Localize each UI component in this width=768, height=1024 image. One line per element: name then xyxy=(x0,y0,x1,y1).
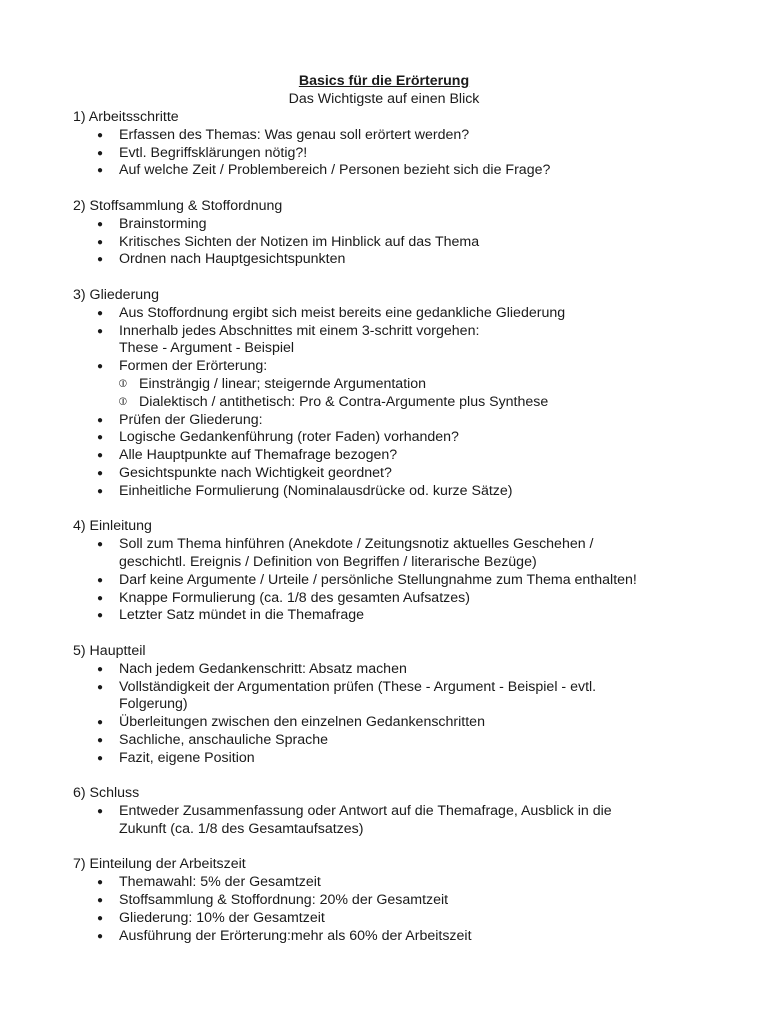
bullet-icon: ● xyxy=(97,539,104,551)
list-item: ● Prüfen der Gliederung: xyxy=(97,411,263,428)
bullet-list xyxy=(73,216,713,269)
bullet-icon: ● xyxy=(97,752,104,764)
section-hauptteil xyxy=(73,643,713,768)
list-item: ● Alle Hauptpunkte auf Themafrage bezogen? xyxy=(97,447,398,464)
list-item-continuation: geschichtl. Ereignis / Definition von Begriffen / literarische Bezüge) xyxy=(119,553,537,570)
list-item: ● Auf welche Zeit / Problembereich / Personen bezieht sich die Frage? xyxy=(97,162,551,179)
section-arbeitszeit xyxy=(73,856,713,945)
bullet-list xyxy=(73,661,713,768)
list-item: ● Überleitungen zwischen den einzelnen Gedankenschritten xyxy=(97,714,485,731)
sub-list-item: ⦶ Dialektisch / antithetisch: Pro & Contra-Argumente plus Synthese xyxy=(119,393,549,410)
bullet-list xyxy=(73,127,713,180)
list-item-continuation: Zukunft (ca. 1/8 des Gesamtaufsatzes) xyxy=(119,820,364,837)
bullet-icon: ● xyxy=(97,574,104,586)
list-item: ● Letzter Satz mündet in die Themafrage xyxy=(97,607,365,624)
bullet-icon: ● xyxy=(97,930,104,942)
list-item: ● Knappe Formulierung (ca. 1/8 des gesamten Aufsatzes) xyxy=(97,589,470,606)
list-item: ● Gliederung: 10% der Gesamtzeit xyxy=(97,909,325,926)
list-item: ● Brainstorming xyxy=(97,215,207,232)
bullet-list xyxy=(73,803,713,839)
circled-bar-icon: ⦶ xyxy=(119,395,127,408)
document-header xyxy=(0,73,768,109)
bullet-icon: ● xyxy=(97,129,104,141)
list-item: ● Stoffsammlung & Stoffordnung: 20% der Gesamtzeit xyxy=(97,892,449,909)
list-item: ● Fazit, eigene Position xyxy=(97,749,255,766)
list-item: ● Aus Stoffordnung ergibt sich meist bereits eine gedankliche Gliederung xyxy=(97,304,566,321)
section-schluss xyxy=(73,785,713,838)
section-einleitung xyxy=(73,518,713,625)
circled-bar-icon: ⦶ xyxy=(119,377,127,390)
section-heading: 2) Stoffsammlung & Stoffordnung xyxy=(73,197,283,214)
list-item: ● Evtl. Begriffsklärungen nötig?! xyxy=(97,144,308,161)
bullet-icon: ● xyxy=(97,361,104,373)
bullet-icon: ● xyxy=(97,432,104,444)
document-title: Basics für die Erörterung xyxy=(298,73,470,89)
bullet-icon: ● xyxy=(97,592,104,604)
list-item: ● Entweder Zusammenfassung oder Antwort auf die Themafrage, Ausblick in die Zukunft (ca. 1/8 des Gesamtaufsatzes) xyxy=(73,803,713,839)
bullet-icon: ● xyxy=(97,218,104,230)
list-item: ● Einheitliche Formulierung (Nominalausdrücke od. kurze Sätze) xyxy=(97,482,513,499)
list-item: ● Vollständigkeit der Argumentation prüfen (These - Argument - Beispiel - evtl. Folgerung) xyxy=(73,679,713,715)
bullet-icon: ● xyxy=(97,307,104,319)
list-item: ● Innerhalb jedes Abschnittes mit einem 3-schritt vorgehen: These - Argument - Beispiel xyxy=(73,323,713,359)
bullet-icon: ● xyxy=(97,681,104,693)
list-item: ● Formen der Erörterung: xyxy=(97,358,268,375)
bullet-icon: ● xyxy=(97,165,104,177)
list-item: ● Themawahl: 5% der Gesamtzeit xyxy=(97,874,321,891)
list-item-continuation: Folgerung) xyxy=(119,696,188,713)
section-stoffsammlung xyxy=(73,198,713,269)
sub-bullet-list xyxy=(73,376,713,412)
bullet-list xyxy=(73,412,713,501)
bullet-icon: ● xyxy=(97,806,104,818)
bullet-icon: ● xyxy=(97,734,104,746)
bullet-icon: ● xyxy=(97,254,104,266)
list-item: ● Logische Gedankenführung (roter Faden) vorhanden? xyxy=(97,429,459,446)
bullet-icon: ● xyxy=(97,895,104,907)
sub-list-item: ⦶ Einsträngig / linear; steigernde Argumentation xyxy=(119,375,427,392)
list-item-continuation: These - Argument - Beispiel xyxy=(119,340,295,357)
bullet-icon: ● xyxy=(97,912,104,924)
bullet-list xyxy=(73,536,713,625)
section-gliederung xyxy=(73,287,713,501)
list-item: ● Darf keine Argumente / Urteile / persönliche Stellungnahme zum Thema enthalten! xyxy=(97,571,637,588)
bullet-icon: ● xyxy=(97,414,104,426)
section-arbeitsschritte xyxy=(73,109,713,180)
section-heading: 1) Arbeitsschritte xyxy=(73,109,179,125)
section-heading: 5) Hauptteil xyxy=(73,642,146,659)
bullet-list xyxy=(73,305,713,376)
section-heading: 3) Gliederung xyxy=(73,286,159,303)
bullet-icon: ● xyxy=(97,450,104,462)
bullet-icon: ● xyxy=(97,236,104,248)
document-body xyxy=(73,109,713,963)
bullet-icon: ● xyxy=(97,325,104,337)
section-heading: 7) Einteilung der Arbeitszeit xyxy=(73,856,246,873)
bullet-icon: ● xyxy=(97,877,104,889)
list-item: ● Ausführung der Erörterung:mehr als 60% der Arbeitszeit xyxy=(97,927,472,944)
bullet-icon: ● xyxy=(97,485,104,497)
bullet-icon: ● xyxy=(97,610,104,622)
section-heading: 4) Einleitung xyxy=(73,518,152,535)
list-item: ● Sachliche, anschauliche Sprache xyxy=(97,731,329,748)
bullet-icon: ● xyxy=(97,467,104,479)
document-subtitle: Das Wichtigste auf einen Blick xyxy=(288,90,480,107)
bullet-icon: ● xyxy=(97,147,104,159)
list-item: ● Ordnen nach Hauptgesichtspunkten xyxy=(97,251,346,268)
bullet-icon: ● xyxy=(97,663,104,675)
list-item: ● Kritisches Sichten der Notizen im Hinblick auf das Thema xyxy=(97,233,480,250)
list-item: ● Erfassen des Themas: Was genau soll erörtert werden? xyxy=(97,126,470,143)
list-item: ● Nach jedem Gedankenschritt: Absatz machen xyxy=(97,660,407,677)
section-heading: 6) Schluss xyxy=(73,785,140,802)
bullet-icon: ● xyxy=(97,717,104,729)
list-item: ● Gesichtspunkte nach Wichtigkeit geordnet? xyxy=(97,464,392,481)
bullet-list xyxy=(73,874,713,945)
list-item: ● Soll zum Thema hinführen (Anekdote / Zeitungsnotiz aktuelles Geschehen / geschichtl. Ereignis / Definition von Begriffen / literarische Bezüge) xyxy=(73,536,713,572)
